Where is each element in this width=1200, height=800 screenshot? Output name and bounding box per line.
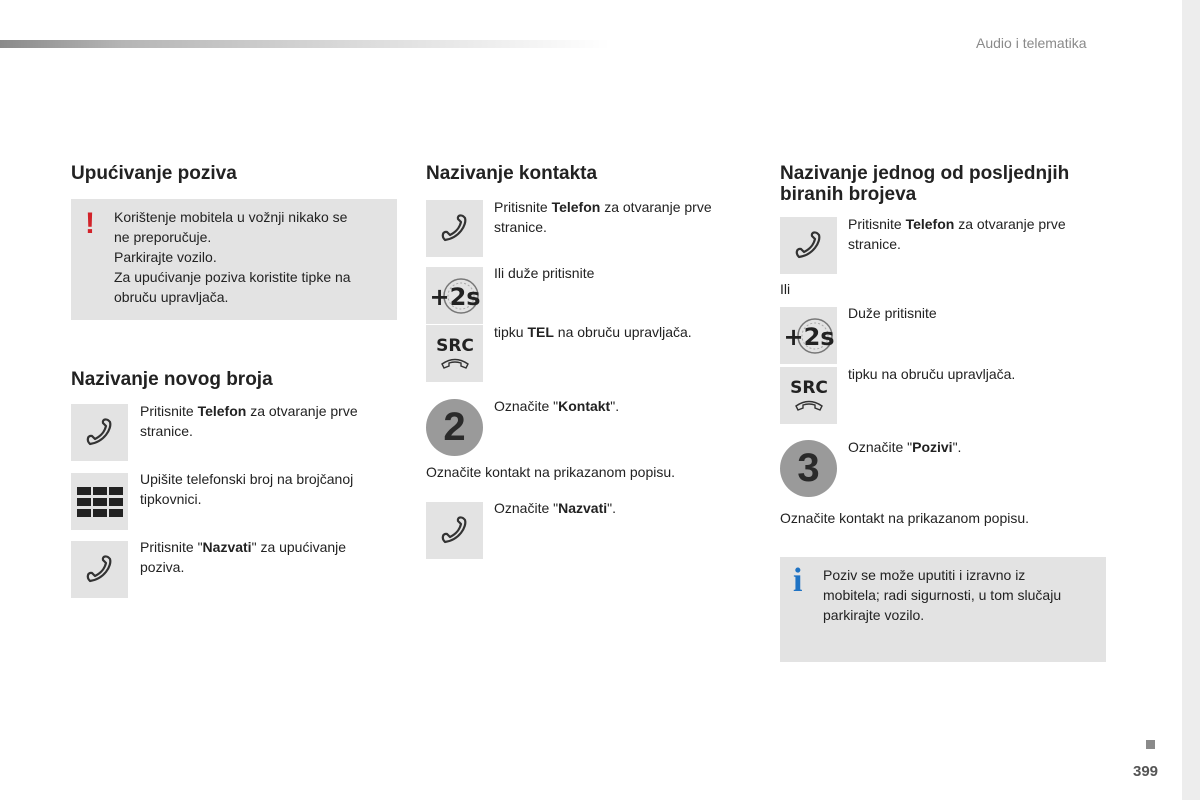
step-text: Upišite telefonski broj na brojčanoj tipkovnici. xyxy=(140,471,354,507)
info-line: Poziv se može uputiti i izravno iz xyxy=(823,567,1026,583)
header-gradient-bar xyxy=(0,40,610,48)
long-press-label: +2s xyxy=(782,322,835,351)
section-title: Audio i telematika xyxy=(976,35,1087,51)
keypad-icon xyxy=(71,473,128,530)
phone-button-icon xyxy=(71,541,128,598)
note-text: Označite kontakt na prikazanom popisu. xyxy=(426,464,676,480)
phone-button-icon xyxy=(780,217,837,274)
note-text: Označite kontakt na prikazanom popisu. xyxy=(780,510,1030,526)
heading-making-call: Upućivanje poziva xyxy=(71,163,237,184)
page-marker xyxy=(1146,740,1155,749)
step-number-3: 3 xyxy=(780,440,837,497)
info-line: parkirajte vozilo. xyxy=(823,607,925,623)
heading-calling-contact: Nazivanje kontakta xyxy=(426,163,598,184)
step-text: Označite "Nazvati". xyxy=(494,500,616,516)
page-number: 399 xyxy=(1133,763,1159,780)
long-press-icon xyxy=(780,307,837,364)
warning-box xyxy=(71,199,397,320)
step-text: Pritisnite Telefon za otvaranje prve stranice. xyxy=(140,403,358,439)
or-text: Ili xyxy=(780,281,791,297)
step-text: Označite "Pozivi". xyxy=(848,439,962,455)
page-edge-strip xyxy=(1182,0,1200,800)
steering-tel-button-icon xyxy=(426,325,483,382)
exclamation-icon: ! xyxy=(85,207,95,240)
warning-line: obruču upravljača. xyxy=(114,289,229,305)
warning-line: Korištenje mobitela u vožnji nikako se xyxy=(114,209,348,225)
phone-button-icon xyxy=(426,200,483,257)
steering-tel-button-icon xyxy=(780,367,837,424)
src-label: SRC xyxy=(435,335,474,356)
info-text xyxy=(823,565,1093,625)
info-line: mobitela; radi sigurnosti, u tom slučaju xyxy=(823,587,1062,603)
step-text: Duže pritisnite xyxy=(848,305,937,321)
info-icon: i xyxy=(793,562,803,599)
warning-text xyxy=(114,207,351,307)
step-text: tipku TEL na obruču upravljača. xyxy=(494,324,692,340)
src-label: SRC xyxy=(789,377,828,398)
step-text: Pritisnite Telefon za otvaranje prve stranice. xyxy=(848,216,1066,252)
step-text: Pritisnite Telefon za otvaranje prve stranice. xyxy=(494,199,712,235)
step-text: Ili duže pritisnite xyxy=(494,265,595,281)
step-number-2: 2 xyxy=(426,399,483,456)
long-press-label: +2s xyxy=(428,282,481,311)
heading-new-number: Nazivanje novog broja xyxy=(71,369,273,390)
heading-line: Nazivanje jednog od posljednjih xyxy=(780,163,1070,184)
warning-line: Parkirajte vozilo. xyxy=(114,249,217,265)
step-text: Označite "Kontakt". xyxy=(494,398,620,414)
step-text: tipku na obruču upravljača. xyxy=(848,366,1016,382)
warning-line: Za upućivanje poziva koristite tipke na xyxy=(114,269,351,285)
long-press-icon xyxy=(426,267,483,324)
warning-line: ne preporučuje. xyxy=(114,229,212,245)
heading-line: biranih brojeva xyxy=(780,184,917,205)
phone-button-icon xyxy=(71,404,128,461)
step-text: Pritisnite "Nazvati" za upućivanje poziva. xyxy=(140,539,347,575)
info-box xyxy=(780,557,1106,662)
phone-button-icon xyxy=(426,502,483,559)
heading-recent-numbers xyxy=(780,163,1069,205)
